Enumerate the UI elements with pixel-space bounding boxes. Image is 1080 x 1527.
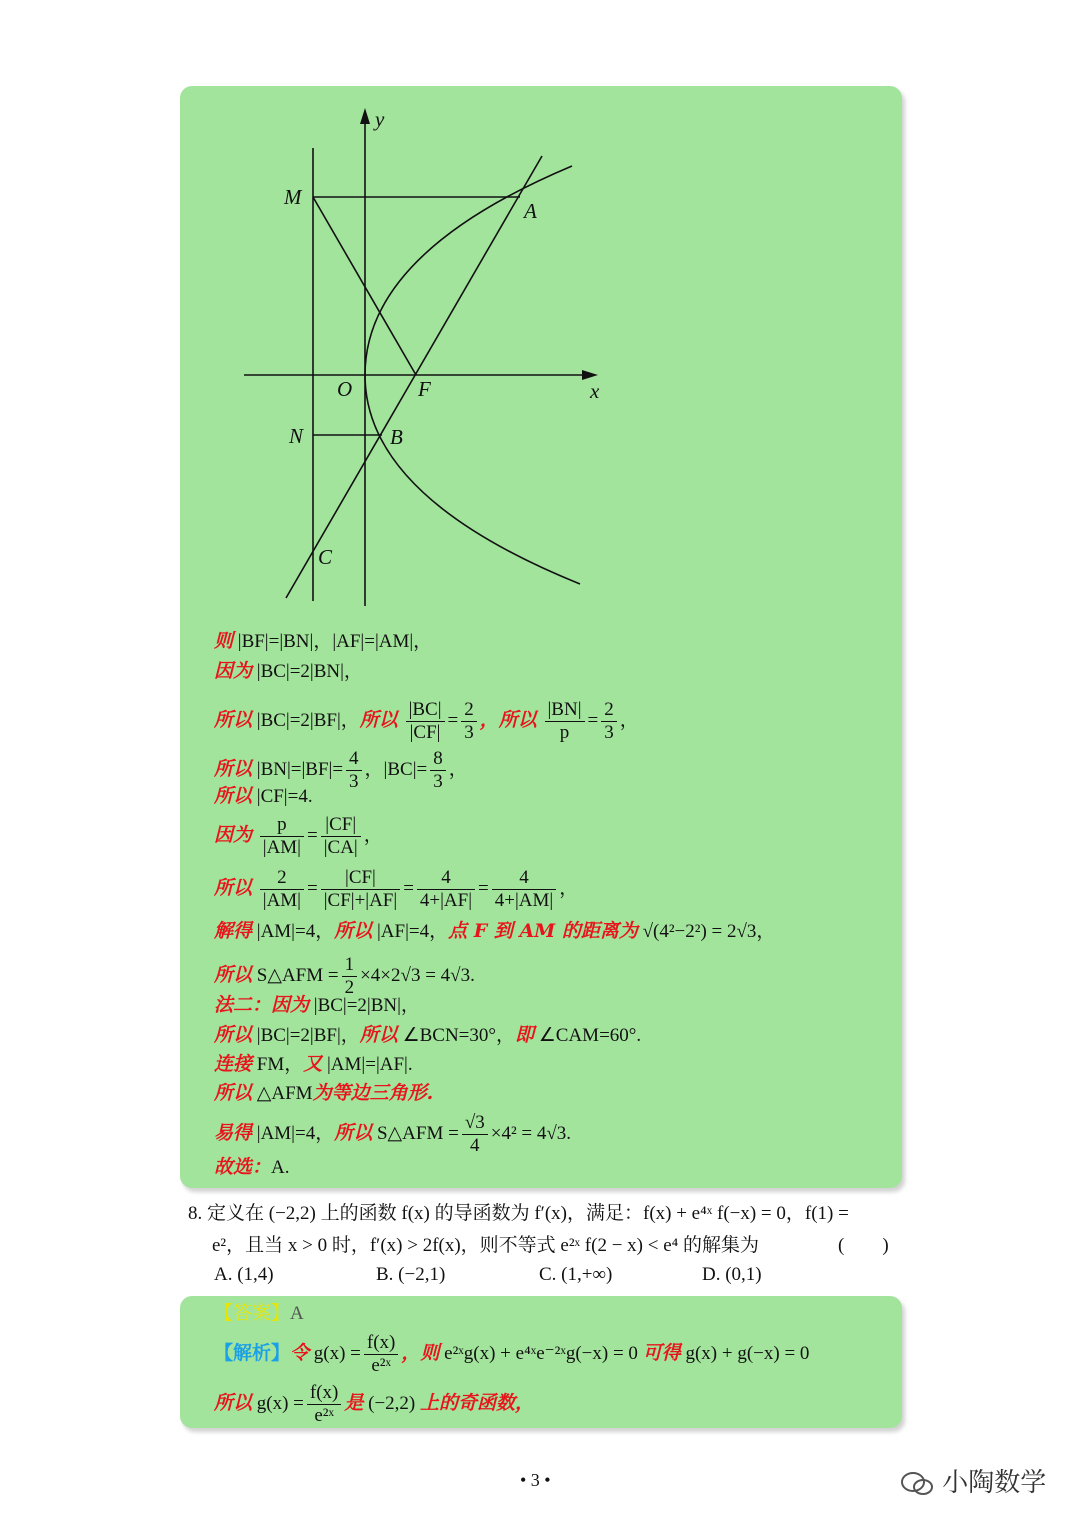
question-8-line-2: e²，且当 x > 0 时，f′(x) > 2f(x)，则不等式 e²ˣ f(2 − x) < e⁴ 的解集为 bbox=[212, 1235, 760, 1256]
sol-line-2: 因为 |BC|=2|BN|， bbox=[214, 660, 363, 682]
sol-line-14: 易得 |AM|=4，所以 S△AFM = $\frac{√3}{4}$ ×4² = 4√3. bbox=[214, 1112, 572, 1157]
y-axis-arrow bbox=[360, 108, 370, 124]
analysis-line-2: 所以 g(x) = $\frac{f(x)}{\text{e²ˣ}}$ 是 (−2,2) 上的奇函数， bbox=[214, 1382, 535, 1427]
sol-line-1: 则 |BF|=|BN|，|AF|=|AM|， bbox=[214, 630, 433, 652]
sol-line-15: 故选：A. bbox=[214, 1156, 290, 1178]
label-o: O bbox=[337, 377, 353, 401]
sol-line-13: 所以 △AFM为等边三角形. bbox=[214, 1082, 434, 1104]
sol-line-7: 所以 $\frac{2}{|AM|}$ = $\frac{|CF|}{|CF|+|AF|}$ = $\frac{4}{4+|AF|}$ = $\frac{4}{4+|AM|}$ ， bbox=[214, 867, 579, 912]
option-c: C. (1,+∞) bbox=[539, 1264, 613, 1285]
answer-line bbox=[214, 1298, 304, 1328]
label-m: M bbox=[284, 185, 302, 209]
line-ac bbox=[286, 156, 542, 598]
sol-line-12: 连接 FM，又 |AM|=|AF|. bbox=[214, 1053, 413, 1075]
parabola-figure bbox=[180, 86, 902, 616]
analysis-tag: 【解析】 bbox=[214, 1342, 291, 1364]
sol-line-5: 所以 |CF|=4. bbox=[214, 785, 313, 807]
question-8-line-1: 8. 定义在 (−2,2) 上的函数 f(x) 的导函数为 f′(x)，满足：f(x) + e⁴ˣ f(−x) = 0，f(1) = bbox=[188, 1203, 849, 1224]
watermark-text: 小陶数学 bbox=[942, 1468, 1047, 1498]
sol-line-9: 所以 S△AFM = $\frac{1}{2}$ ×4×2√3 = 4√3. bbox=[214, 954, 475, 999]
label-b: B bbox=[390, 425, 403, 449]
sol-line-11: 所以 |BC|=2|BF|，所以 ∠BCN=30°，即 ∠CAM=60°. bbox=[214, 1024, 642, 1046]
label-c: C bbox=[318, 545, 333, 569]
sol-line-6: 因为 $\frac{p}{|AM|}$ = $\frac{|CF|}{|CA|}$ ， bbox=[214, 814, 383, 859]
answer-value: A bbox=[290, 1303, 304, 1324]
analysis-line-1: 【解析】令 g(x) = $\frac{f(x)}{\text{e²ˣ}}$ ，则 e²ˣg(x) + e⁴ˣe⁻²ˣg(−x) = 0 可得 g(x) + g(−x) = 0 bbox=[214, 1332, 810, 1377]
page-number: • 3 • bbox=[520, 1470, 551, 1490]
answer-panel bbox=[180, 1296, 902, 1428]
option-b: B. (−2,1) bbox=[376, 1264, 446, 1285]
solution-panel bbox=[180, 86, 902, 1188]
question-8-answer-paren: ( ) bbox=[838, 1235, 889, 1256]
option-d: D. (0,1) bbox=[702, 1264, 762, 1285]
wechat-icon bbox=[900, 1471, 934, 1497]
sol-line-10: 法二：因为 |BC|=2|BN|， bbox=[214, 994, 420, 1016]
label-f: F bbox=[418, 377, 431, 401]
label-a: A bbox=[524, 199, 537, 223]
label-x: x bbox=[590, 379, 600, 403]
label-n: N bbox=[289, 424, 304, 448]
sol-line-3: 所以 |BC|=2|BF|，所以 $\frac{|BC|}{|CF|}$ = $\frac{2}{3}$ ，所以 $\frac{|BN|}{p}$ = $\frac{2}{3}$ ， bbox=[214, 699, 639, 744]
answer-tag: 【答案】 bbox=[214, 1302, 291, 1324]
label-y: y bbox=[375, 107, 385, 131]
sol-line-4: 所以 |BN|=|BF|= $\frac{4}{3}$ ，|BC|= $\frac{8}{3}$ ， bbox=[214, 748, 468, 793]
sol-line-8: 解得 |AM|=4，所以 |AF|=4，点 F 到 AM 的距离为 √(4²−2²) = 2√3， bbox=[214, 920, 776, 942]
watermark bbox=[900, 1462, 1046, 1499]
option-a: A. (1,4) bbox=[214, 1264, 274, 1285]
